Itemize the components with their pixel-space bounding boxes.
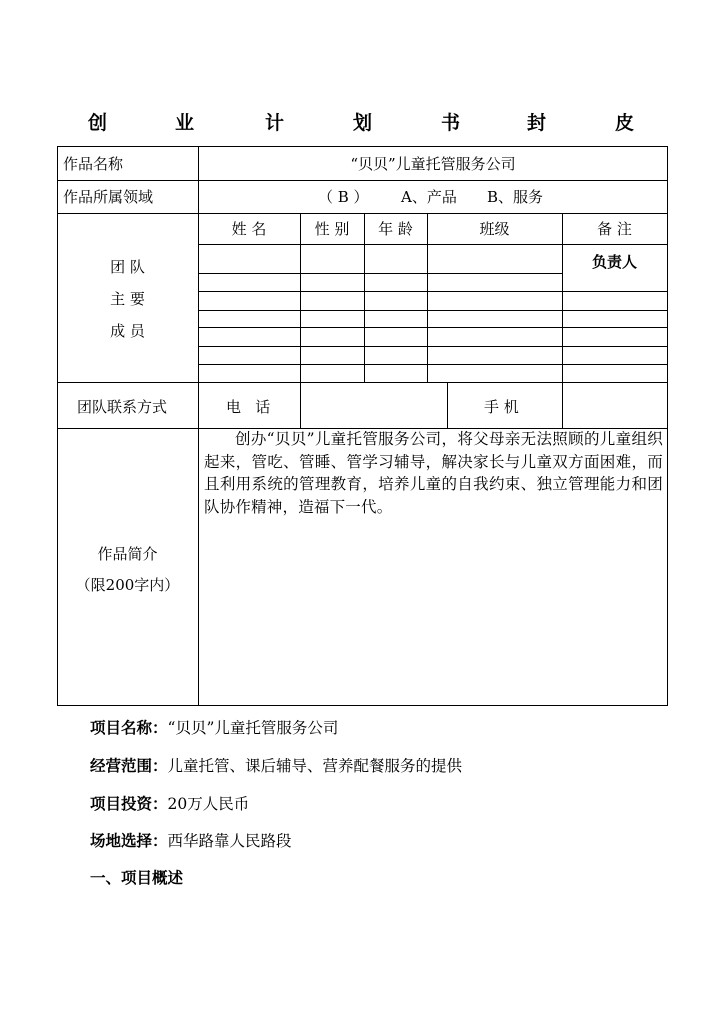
intro-label: 作品简介 [97, 545, 158, 563]
table-border [57, 705, 668, 706]
mobile-label: 手 机 [484, 398, 519, 416]
intro-limit: （限200字内） [75, 576, 180, 594]
work-name-label: 作品名称 [63, 155, 124, 173]
phone-label: 电 话 [226, 398, 271, 416]
title-char: 书 [441, 112, 461, 134]
table-rule [447, 382, 448, 428]
contact-label: 团队联系方式 [77, 398, 168, 416]
table-rule [198, 291, 668, 292]
title-char: 封 [527, 112, 547, 134]
table-rule [198, 346, 668, 347]
table-rule [562, 213, 563, 428]
field-choice: （ B ） [318, 188, 369, 206]
site-label: 场地选择： [90, 831, 168, 850]
table-rule [198, 327, 668, 328]
investment-value: 20万人民币 [167, 795, 250, 813]
section-heading: 一、项目概述 [90, 868, 184, 887]
site-line [90, 829, 292, 851]
business-scope-label: 经营范围： [90, 756, 168, 775]
title-char: 创 [88, 112, 108, 134]
business-scope-line [90, 754, 462, 776]
header-age: 年 龄 [378, 220, 413, 238]
table-border [57, 146, 668, 147]
table-rule [300, 213, 301, 428]
table-rule [198, 310, 668, 311]
table-rule [198, 244, 668, 245]
investment-line [90, 792, 249, 814]
header-gender: 性 别 [314, 220, 350, 238]
project-name-line [90, 716, 338, 738]
title-char: 皮 [615, 112, 635, 134]
title-char: 计 [265, 112, 285, 134]
investment-label: 项目投资： [90, 794, 168, 813]
intro-text: 创办“贝贝”儿童托管服务公司，将父母亲无法照顾的儿童组织起来，管吃、管睡、管学习辅导，解决家长与儿童双方面困难，而且利用系统的管理教育，培养儿童的自我约束、独立管理能力和团队协作精神，造福下一代。 [204, 430, 663, 516]
table-border [57, 213, 668, 214]
field-option-a: A、产品 [401, 188, 457, 206]
header-name: 姓 名 [231, 220, 267, 238]
field-option-b: B、服务 [487, 188, 544, 206]
table-rule [427, 213, 428, 382]
table-rule [198, 273, 563, 274]
field-label: 作品所属领域 [63, 188, 154, 206]
table-border [57, 146, 58, 705]
site-value: 西华路靠人民路段 [167, 832, 292, 850]
table-border [57, 180, 668, 181]
leader-note: 负责人 [591, 253, 637, 271]
project-name-label: 项目名称： [90, 718, 168, 737]
work-name-value: “贝贝”儿童托管服务公司 [350, 155, 516, 173]
table-border [57, 382, 668, 383]
team-label-line: 团 队 [110, 258, 145, 276]
project-name-value: “贝贝”儿童托管服务公司 [167, 719, 339, 737]
table-rule [198, 364, 668, 365]
title-char: 划 [353, 112, 373, 134]
table-border [667, 146, 668, 705]
team-label-line: 成 员 [110, 322, 145, 340]
business-scope-value: 儿童托管、课后辅导、营养配餐服务的提供 [167, 757, 463, 775]
title-char: 业 [175, 112, 195, 134]
header-note: 备 注 [597, 220, 632, 238]
header-class: 班级 [479, 220, 510, 238]
table-rule [364, 213, 365, 382]
team-label-line: 主 要 [110, 290, 145, 308]
